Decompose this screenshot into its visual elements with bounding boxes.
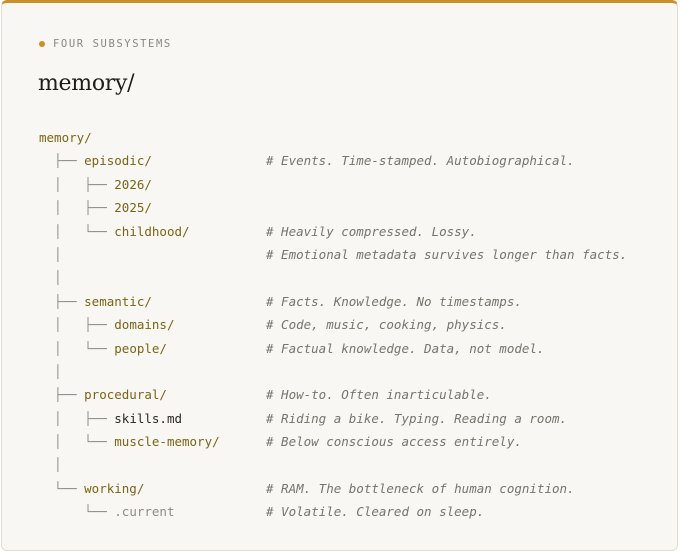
tree-row: [39, 360, 220, 383]
tree-branch-prefix: │ ├──: [39, 410, 115, 426]
tree-directory-name: muscle-memory/: [114, 434, 220, 450]
tree-branch-prefix: ├──: [39, 153, 85, 169]
tree-row: [39, 196, 220, 219]
tree-row: [39, 173, 220, 196]
tree-comment: # Facts. Knowledge. No timestamps.: [266, 293, 522, 309]
tree-comment: # Factual knowledge. Data, not model.: [266, 340, 545, 356]
tree-comment: # Below conscious access entirely.: [266, 434, 522, 450]
section-eyebrow: [39, 38, 172, 50]
tree-row: [39, 126, 220, 149]
tree-file-name: skills.md: [114, 410, 182, 426]
tree-directory-name: people/: [114, 340, 167, 356]
tree-branch-prefix: │: [39, 363, 62, 379]
tree-row: [39, 453, 220, 476]
tree-directory-name: memory/: [39, 130, 92, 145]
tree-branch-prefix: │ ├──: [39, 200, 115, 216]
tree-comment: # Code, music, cooking, physics.: [266, 317, 507, 333]
tree-comment: # Heavily compressed. Lossy.: [266, 223, 477, 239]
tree-row: [39, 337, 545, 360]
directory-tree: [39, 126, 628, 524]
tree-comment: # RAM. The bottleneck of human cognition.: [266, 480, 575, 496]
tree-row: [39, 149, 575, 172]
tree-branch-prefix: │: [39, 270, 62, 286]
tree-directory-name: working/: [84, 480, 145, 496]
tree-comment: # Emotional metadata survives longer than facts.: [266, 246, 628, 262]
tree-directory-name: 2026/: [114, 176, 152, 192]
tree-row: [39, 220, 477, 243]
tree-branch-prefix: │: [39, 246, 62, 262]
tree-row: [39, 290, 522, 313]
tree-branch-prefix: │ ├──: [39, 176, 115, 192]
tree-branch-prefix: └──: [39, 480, 85, 496]
tree-branch-prefix: │ └──: [39, 223, 115, 239]
tree-branch-prefix: │: [39, 457, 62, 473]
tree-directory-name: semantic/: [84, 293, 152, 309]
page-title: memory/: [38, 71, 135, 96]
tree-row: [39, 500, 485, 523]
tree-row: [39, 477, 575, 500]
tree-branch-prefix: │ ├──: [39, 317, 115, 333]
tree-row: [39, 407, 568, 430]
tree-comment: # How-to. Often inarticulable.: [266, 387, 492, 403]
tree-comment: # Events. Time-stamped. Autobiographical.: [266, 153, 575, 169]
tree-row: [39, 243, 628, 266]
tree-branch-prefix: │ └──: [39, 434, 115, 450]
tree-branch-prefix: └──: [39, 504, 115, 520]
tree-branch-prefix: ├──: [39, 293, 85, 309]
tree-directory-name: 2025/: [114, 200, 152, 216]
tree-comment: # Volatile. Cleared on sleep.: [266, 504, 485, 520]
tree-row: [39, 430, 522, 453]
tree-row: [39, 383, 492, 406]
tree-row: [39, 266, 220, 289]
tree-comment: # Riding a bike. Typing. Reading a room.: [266, 410, 568, 426]
accent-dot-icon: [39, 41, 45, 47]
tree-directory-name: episodic/: [84, 153, 152, 169]
tree-directory-name: domains/: [114, 317, 175, 333]
tree-branch-prefix: ├──: [39, 387, 85, 403]
eyebrow-label: FOUR SUBSYSTEMS: [53, 38, 172, 50]
memory-card: [1, 0, 678, 551]
tree-branch-prefix: │ └──: [39, 340, 115, 356]
tree-directory-name: childhood/: [114, 223, 190, 239]
tree-row: [39, 313, 507, 336]
tree-directory-name: .current: [114, 504, 175, 520]
tree-directory-name: procedural/: [84, 387, 167, 403]
